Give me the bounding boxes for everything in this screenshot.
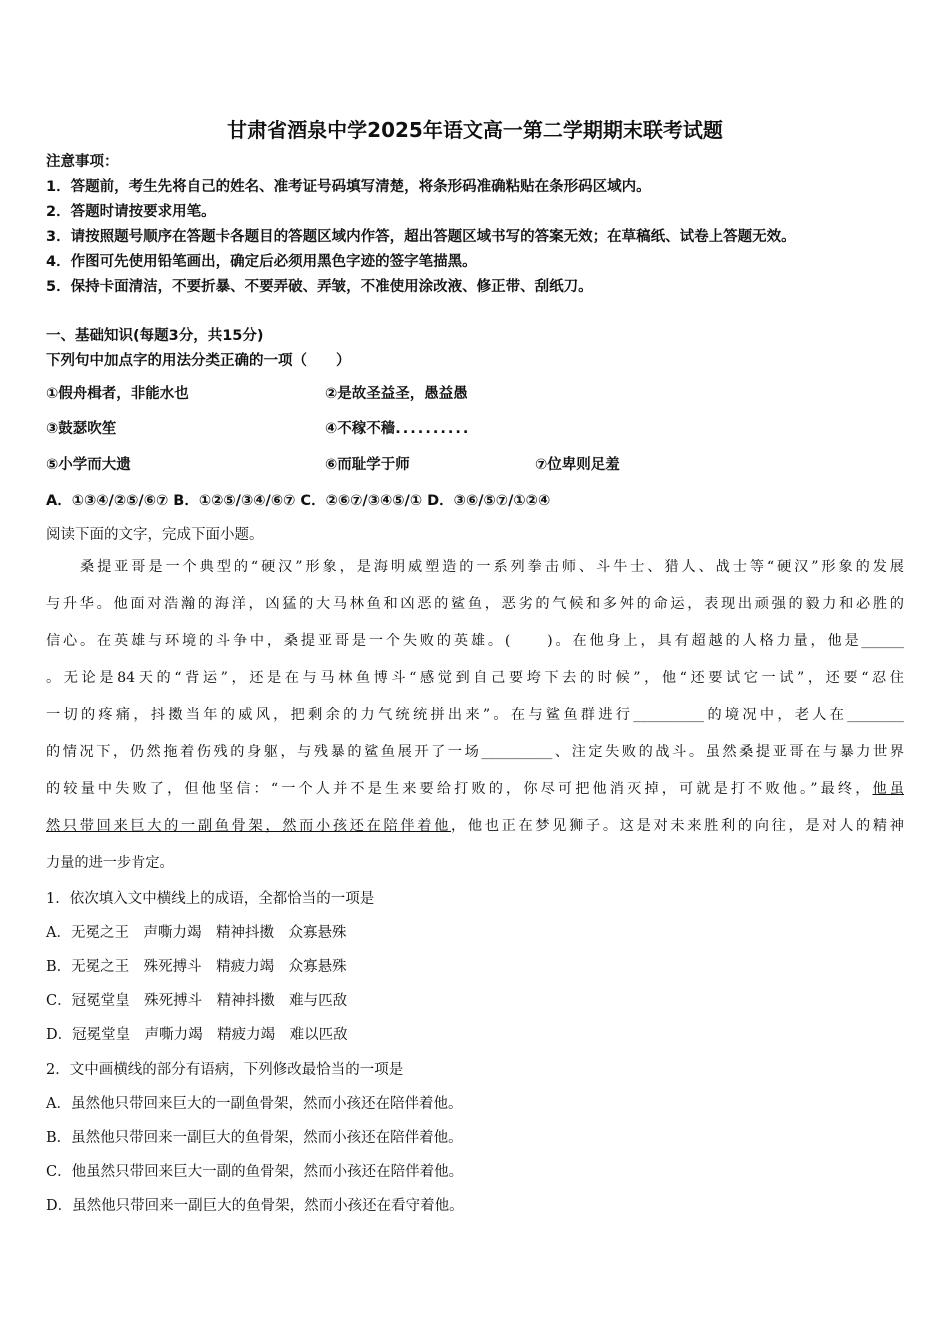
notice-item-3: 3．请按照题号顺序在答题卡各题目的答题区域内作答，超出答题区域书写的答案无效；在草稿纸、试卷上答题无效。 (46, 229, 796, 245)
question-stem: 下列句中加点字的用法分类正确的一项（ ） (46, 353, 351, 369)
page-title: 甘肃省酒泉中学2025年语文高一第二学期期末联考试题 (227, 118, 723, 142)
notice-heading: 注意事项： (46, 154, 119, 170)
item-4 (325, 419, 470, 439)
item-1: ①假舟楫者，非能水也 (46, 386, 189, 402)
passage-line-2: 与升华。他面对浩瀚的海洋，凶猛的大马林鱼和凶恶的鲨鱼，恶劣的气候和多舛的命运，表现出顽强的毅力和必胜的 (46, 596, 904, 612)
q2-stem: 2．文中画横线的部分有语病，下列修改最恰当的一项是 (46, 1062, 404, 1078)
item-5: ⑤小学而大遗 (46, 457, 131, 473)
q1-option-a: A．无冕之王 声嘶力竭 精神抖擞 众寡悬殊 (46, 925, 347, 941)
notice-item-5: 5．保持卡面清洁，不要折暴、不要弄破、弄皱，不准使用涂改液、修正带、刮纸刀。 (46, 279, 593, 295)
item-6: ⑥而耻学于师 (325, 457, 410, 473)
passage-line-8-text: ，他也正在梦见狮子。这是对未来胜利的向往，是对人的精神 (451, 818, 904, 834)
item-4-text: ④不稼不穑 (325, 421, 396, 437)
passage-line-6: 的情况下，仍然拖着伤残的身躯，与残暴的鲨鱼展开了一场__________、注定失败的战斗。虽然桑提亚哥在与暴力世界 (46, 744, 904, 760)
passage-line-7 (46, 771, 904, 808)
emphasis-dots: .......... (395, 421, 471, 437)
q2-option-d: D．虽然他只带回来一副巨大的鱼骨架，然而小孩还在看守着他。 (46, 1198, 464, 1214)
item-2: ②是故圣益圣，愚益愚 (325, 386, 468, 402)
q1-stem: 1．依次填入文中横线上的成语，全都恰当的一项是 (46, 891, 375, 907)
passage-line-3: 信心。在英雄与环境的斗争中，桑提亚哥是一个失败的英雄。( )。在他身上，具有超越的人格力量，他是______ (46, 633, 904, 649)
q2-option-b: B．虽然他只带回来一副巨大的鱼骨架，然而小孩还在陪伴着他。 (46, 1130, 463, 1146)
item-7: ⑦位卑则足羞 (535, 457, 620, 473)
passage-line-9: 力量的进一步肯定。 (46, 855, 174, 871)
passage-line-4: 。无论是84天的“背运”，还是在与马林鱼博斗“感觉到自己要垮下去的时候”，他“还要试它一试”，还要“忍住 (46, 670, 904, 686)
underlined-sentence-start: 他虽 (872, 781, 904, 797)
passage-line-7-text: 的较量中失败了，但他坚信：“一个人并不是生来要给打败的，你尽可把他消灭掉，可就是打不败他。”最终， (46, 781, 873, 797)
passage-line-8 (46, 808, 904, 845)
notice-item-4: 4．作图可先使用铅笔画出，确定后必须用黑色字迹的签字笔描黑。 (46, 254, 477, 270)
underlined-sentence-end: 然只带回来巨大的一副鱼骨架，然而小孩还在陪伴着他 (46, 818, 452, 834)
q2-option-a: A．虽然他只带回来巨大的一副鱼骨架，然而小孩还在陪伴着他。 (46, 1096, 463, 1112)
q2-option-c: C．他虽然只带回来巨大一副的鱼骨架，然而小孩还在陪伴着他。 (46, 1164, 464, 1180)
passage-line-5: 一切的疼痛，抖擞当年的威风，把剩余的力气统统拼出来”。在与鲨鱼群进行__________的境况中，老人在________ (46, 707, 904, 723)
q1-option-b: B．无冕之王 殊死搏斗 精疲力竭 众寡悬殊 (46, 959, 347, 975)
q1-option-d: D．冠冕堂皇 声嘶力竭 精疲力竭 难以匹敌 (46, 1027, 348, 1043)
answer-options: A．①③④/②⑤/⑥⑦ B．①②⑤/③④/⑥⑦ C．②⑥⑦/③④⑤/① D．③⑥/⑤⑦/①②④ (46, 493, 551, 509)
notice-item-1: 1．答题前，考生先将自己的姓名、准考证号码填写清楚，将条形码准确粘贴在条形码区域内。 (46, 179, 651, 195)
q1-option-c: C．冠冕堂皇 殊死搏斗 精神抖擞 难与匹敌 (46, 993, 348, 1009)
item-3: ③鼓瑟吹笙 (46, 421, 117, 437)
notice-item-2: 2．答题时请按要求用笔。 (46, 204, 216, 220)
passage-line-1: 桑提亚哥是一个典型的“硬汉”形象，是海明威塑造的一系列拳击师、斗牛士、猎人、战士等“硬汉”形象的发展 (80, 559, 904, 575)
reading-intro: 阅读下面的文字，完成下面小题。 (46, 527, 264, 543)
section-heading: 一、基础知识(每题3分，共15分) (46, 328, 264, 344)
